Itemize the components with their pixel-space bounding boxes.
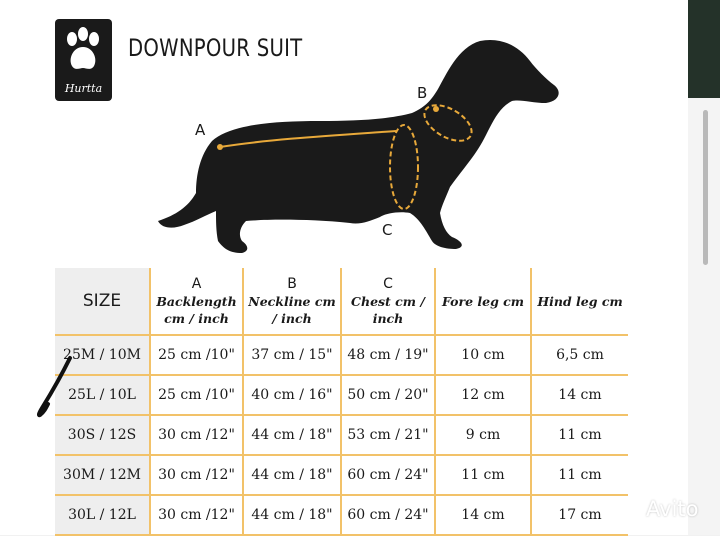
cell-hind-leg: 11 cm [531, 415, 628, 455]
dog-measurement-diagram [150, 35, 570, 260]
cell-hind-leg: 14 cm [531, 375, 628, 415]
header-size: SIZE [55, 268, 150, 335]
table-row [55, 495, 628, 535]
table-row [55, 375, 628, 415]
cell-hind-leg: 11 cm [531, 455, 628, 495]
cell-size: 25M / 10M [55, 335, 150, 375]
cell-chest: 60 cm / 24" [341, 455, 435, 495]
cell-backlength: 30 cm /12" [150, 415, 243, 455]
pen-stroke [30, 352, 78, 424]
cell-chest: 60 cm / 24" [341, 495, 435, 535]
cell-neckline: 44 cm / 18" [243, 495, 341, 535]
header-hind-leg: Hind leg cm [531, 268, 628, 335]
cell-fore-leg: 14 cm [435, 495, 531, 535]
cell-hind-leg: 6,5 cm [531, 335, 628, 375]
cell-hind-leg: 17 cm [531, 495, 628, 535]
table-header-row [55, 268, 628, 335]
cell-neckline: 40 cm / 16" [243, 375, 341, 415]
cell-backlength: 30 cm /12" [150, 495, 243, 535]
watermark-text: Avito [646, 497, 699, 521]
cell-fore-leg: 9 cm [435, 415, 531, 455]
cell-chest: 48 cm / 19" [341, 335, 435, 375]
cell-size: 30M / 12M [55, 455, 150, 495]
cell-size: 30S / 12S [55, 415, 150, 455]
label-a: A [195, 121, 206, 139]
cell-backlength: 30 cm /12" [150, 455, 243, 495]
cell-fore-leg: 12 cm [435, 375, 531, 415]
cell-size: 25L / 10L [55, 375, 150, 415]
label-c: C [382, 221, 393, 239]
cell-chest: 50 cm / 20" [341, 375, 435, 415]
table-row [55, 335, 628, 375]
cell-neckline: 44 cm / 18" [243, 455, 341, 495]
avito-logo-icon [612, 496, 644, 524]
cell-size: 30L / 12L [55, 495, 150, 535]
cell-fore-leg: 10 cm [435, 335, 531, 375]
brand-logo [55, 19, 112, 101]
product-title: DOWNPOUR SUIT [128, 34, 303, 62]
cell-backlength: 25 cm /10" [150, 375, 243, 415]
header-chest: C Chest cm / inch [341, 268, 435, 335]
cell-backlength: 25 cm /10" [150, 335, 243, 375]
label-b: B [417, 84, 428, 102]
backlength-point [217, 144, 223, 150]
table-row [55, 415, 628, 455]
header-neckline: B Neckline cm / inch [243, 268, 341, 335]
header-backlength: A Backlength cm / inch [150, 268, 243, 335]
cell-chest: 53 cm / 21" [341, 415, 435, 455]
background-panel [688, 0, 720, 98]
cell-neckline: 37 cm / 15" [243, 335, 341, 375]
cell-neckline: 44 cm / 18" [243, 415, 341, 455]
watermark [612, 492, 712, 528]
scrollbar-thumb[interactable] [703, 110, 708, 265]
cell-fore-leg: 11 cm [435, 455, 531, 495]
size-table [55, 268, 628, 536]
table-row [55, 455, 628, 495]
logo-wordmark: Hurtta [64, 82, 103, 95]
neckline-point [433, 106, 439, 112]
header-fore-leg: Fore leg cm [435, 268, 531, 335]
